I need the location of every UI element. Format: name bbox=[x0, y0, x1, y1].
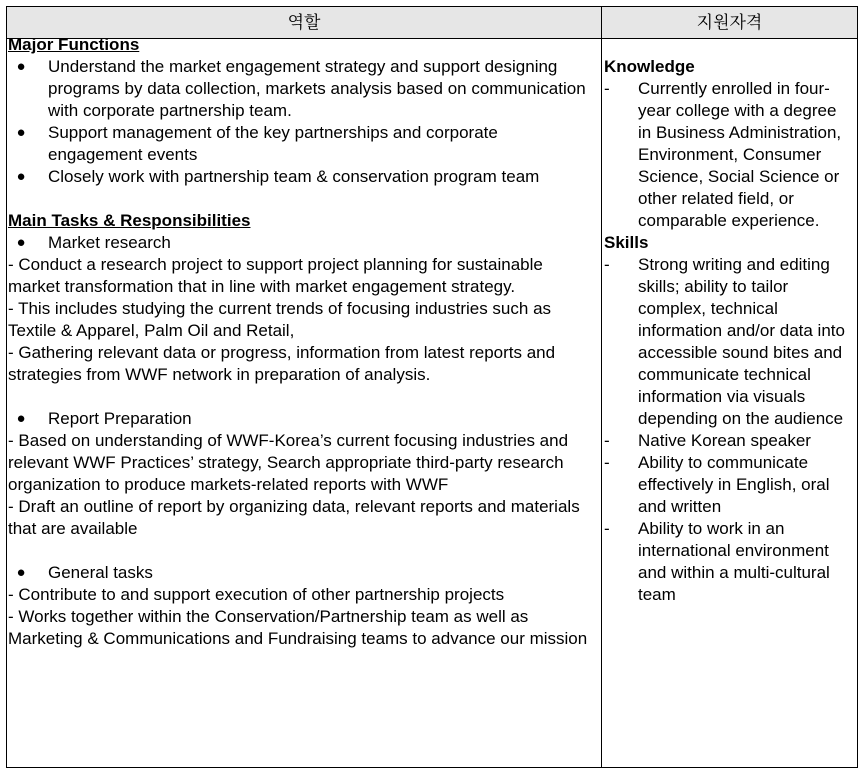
dash-icon: - bbox=[604, 519, 610, 538]
skills-title: Skills bbox=[604, 233, 649, 252]
task-section-title bbox=[8, 232, 588, 254]
task-section-label: General tasks bbox=[48, 563, 153, 582]
major-function-text: Support management of the key partnerships and corporate engagement events bbox=[48, 123, 498, 164]
skill-item bbox=[604, 452, 846, 518]
task-line: - Gathering relevant data or progress, information from latest reports and strategies from WWF network in preparation of analysis. bbox=[8, 343, 556, 384]
dash-icon: - bbox=[604, 453, 610, 472]
header-role: 역할 bbox=[7, 7, 602, 39]
header-qualifications: 지원자격 bbox=[602, 7, 857, 39]
skill-text: Strong writing and editing skills; ability to tailor complex, technical information and/or data into accessible sound bites and communicate technical information via visuals depending on the audience bbox=[638, 255, 845, 428]
bullet-icon: ● bbox=[16, 58, 26, 75]
knowledge-text: Currently enrolled in four-year college with a degree in Business Administration, Environment, Consumer Science, Social Science or other related field, or comparable experience. bbox=[638, 79, 842, 230]
task-line: - Based on understanding of WWF-Korea’s current focusing industries and relevant WWF Practices’ strategy, Search appropriate third-party research organization to produce markets-related reports with WWF bbox=[8, 431, 569, 494]
task-section-title bbox=[8, 562, 588, 584]
column-divider bbox=[601, 39, 602, 767]
dash-icon: - bbox=[604, 431, 610, 450]
task-line: - This includes studying the current trends of focusing industries such as Textile & Apparel, Palm Oil and Retail, bbox=[8, 299, 552, 340]
bullet-icon: ● bbox=[16, 410, 26, 427]
main-tasks-title: Main Tasks & Responsibilities bbox=[8, 211, 251, 230]
spacer bbox=[8, 188, 588, 210]
task-line: - Draft an outline of report by organizing data, relevant reports and materials that are available bbox=[8, 497, 580, 538]
skill-item bbox=[604, 430, 846, 452]
spacer bbox=[8, 386, 588, 408]
skill-text: Ability to communicate effectively in English, oral and written bbox=[638, 453, 830, 516]
dash-icon: - bbox=[604, 255, 610, 274]
bullet-icon: ● bbox=[16, 234, 26, 251]
bullet-icon: ● bbox=[16, 564, 26, 581]
skill-item bbox=[604, 518, 846, 606]
bullet-icon: ● bbox=[16, 124, 26, 141]
task-line: - Contribute to and support execution of other partnership projects bbox=[8, 585, 505, 604]
major-function-item bbox=[8, 166, 588, 188]
major-function-item bbox=[8, 56, 588, 122]
role-column bbox=[8, 34, 588, 650]
qualifications-column bbox=[604, 56, 846, 606]
skill-text: Ability to work in an international environment and within a multi-cultural team bbox=[638, 519, 830, 604]
major-function-text: Closely work with partnership team & conservation program team bbox=[48, 167, 540, 186]
task-section-title bbox=[8, 408, 588, 430]
bullet-icon: ● bbox=[16, 168, 26, 185]
major-function-text: Understand the market engagement strategy and support designing programs by data collection, markets analysis based on communication with corporate partnership team. bbox=[48, 57, 586, 120]
skill-item bbox=[604, 254, 846, 430]
skill-text: Native Korean speaker bbox=[638, 431, 811, 450]
task-line: - Conduct a research project to support project planning for sustainable market transformation that in line with market engagement strategy. bbox=[8, 255, 543, 296]
knowledge-item bbox=[604, 78, 846, 232]
major-functions-title: Major Functions bbox=[8, 35, 140, 54]
major-function-item bbox=[8, 122, 588, 166]
dash-icon: - bbox=[604, 79, 610, 98]
knowledge-title: Knowledge bbox=[604, 57, 695, 76]
task-section-label: Report Preparation bbox=[48, 409, 192, 428]
spacer bbox=[8, 540, 588, 562]
task-section-label: Market research bbox=[48, 233, 171, 252]
task-line: - Works together within the Conservation/Partnership team as well as Marketing & Communications and Fundraising teams to advance our mission bbox=[8, 607, 588, 648]
